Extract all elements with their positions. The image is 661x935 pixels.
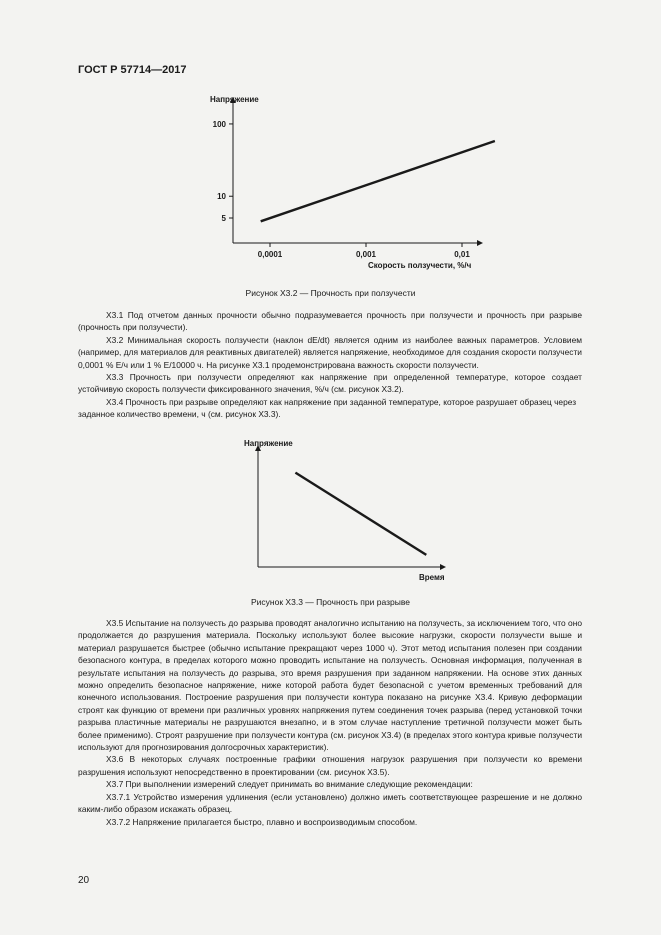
paragraph: Х3.2 Минимальная скорость ползучести (наклон dE/dt) является одним из наиболее важных параметров. Условием (например, для материалов для реактивных двигателей) является напряжение, необходимое для создания скорости ползучести 0,0001 % E/ч или 1 % E/10000 ч. На рисунке Х3.1 продемонстрирована важность скорости ползучести. [78, 334, 582, 370]
creep-strength-line [261, 141, 495, 221]
x-axis-label: Скорость ползучести, %/ч [368, 261, 472, 270]
text-section-a [78, 309, 582, 421]
document-header: ГОСТ Р 57714—2017 [78, 64, 187, 76]
y-axis-label: Напряжение [244, 439, 293, 448]
figure-x3-2-caption: Рисунок Х3.2 — Прочность при ползучести [245, 288, 416, 298]
x-tick-label: 0,001 [355, 250, 377, 259]
paragraph: Х3.4 Прочность при разрыве определяют как напряжение при заданной температуре, которое разрушает образец через заданное количество времени, ч (см. рисунок Х3.3). [78, 396, 577, 420]
rupture-strength-line [295, 473, 426, 555]
paragraph: Х3.7.2 Напряжение прилагается быстро, плавно и воспроизводимым способом. [106, 816, 418, 827]
x-tick-label: 0,01 [454, 250, 470, 259]
rupture-strength-chart [240, 436, 460, 586]
figure-creep-strength [200, 88, 500, 278]
paragraph: Х3.7.1 Устройство измерения удлинения (если установлено) должно иметь соответствующее разрешение и не должно каким-либо образом искажать образец. [78, 791, 582, 815]
creep-strength-chart [200, 88, 500, 278]
page-number: 20 [78, 875, 90, 886]
paragraph: Х3.6 В некоторых случаях построенные графики отношения нагрузок разрушения при ползучести ко времени разрушения используют непосредственно в проектировании (см. рисунок Х3.5). [78, 754, 582, 777]
x-tick-label: 0,0001 [257, 250, 283, 259]
paragraph: Х3.3 Прочность при ползучести определяют как напряжение при определенной температуре, которое создает устойчивую скорость ползучести фиксированного значения, %/ч (см. рисунок Х3.2). [78, 372, 582, 395]
paragraph: Х3.5 Испытание на ползучесть до разрыва проводят аналогично испытанию на ползучесть, за исключением того, что оно продолжается до разрушения материала. Поскольку используют более высокие нагрузки, скорости ползучести выше и материал разрушается быстрее (обычно испытание прекращают через 1000 ч). Этот метод испытания полезен при создании безопасного контура, в пределах которого можно проводить испытание на ползучесть. Основная информация, полученная в результате испытания на ползучесть до разрыва, это время разрушения при заданном напряжении. На основе этих данных можно определить безопасное напряжение, ниже которой работа будет безопасной с учетом временных требований для конечного использования. Построение разрушения при ползучести контура показано на рисунке Х3.4. Кривую деформации строят как функцию от времени при различных уровнях напряжения путем соединения точек разрыва (перед установкой точки разрыва пластичные материалы не разрушаются внезапно, и в этом случае наступление третичной ползучести может быть более применимо). Строят разрушение при ползучести контура (см. рисунок Х3.4) (в пределах этого контура кривые ползучести используют для прогнозирования долгосрочных характеристик). [78, 618, 582, 753]
text-section-b [78, 617, 582, 828]
y-tick-label: 5 [221, 214, 226, 223]
y-tick-label: 10 [217, 192, 226, 202]
figure-x3-3-caption: Рисунок Х3.3 — Прочность при разрыве [251, 597, 410, 607]
paragraph: Х3.1 Под отчетом данных прочности обычно подразумевается прочность при ползучести и прочность при разрыве (прочность при ползучести). [78, 310, 582, 333]
x-axis-label: Время [419, 573, 445, 582]
y-axis-label: Напряжение [210, 95, 259, 104]
paragraph: Х3.7 При выполнении измерений следует принимать во внимание следующие рекомендации: [106, 779, 473, 790]
y-tick-label: 100 [212, 119, 226, 129]
figure-rupture-strength [240, 436, 460, 586]
